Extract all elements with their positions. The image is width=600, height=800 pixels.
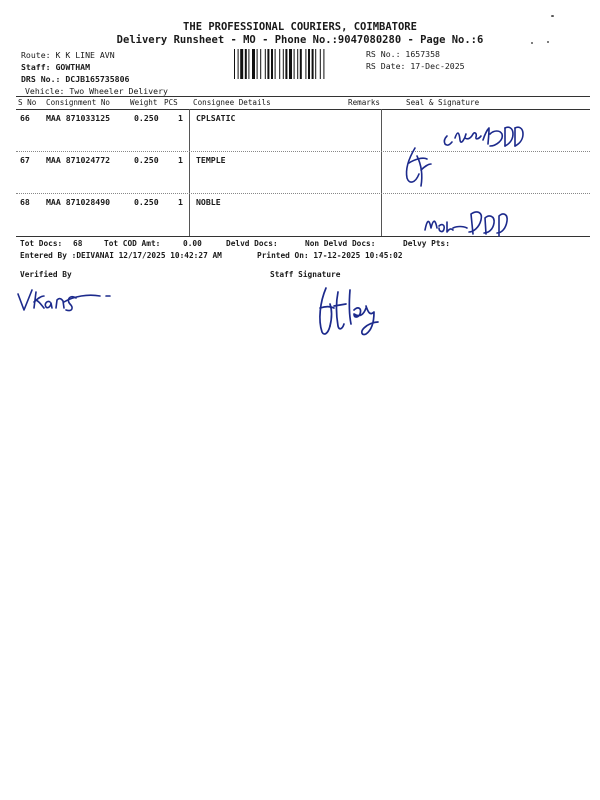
col-header-remarks: Remarks <box>348 98 381 107</box>
row-consignee: TEMPLE <box>196 155 226 165</box>
barcode-bar <box>234 49 235 79</box>
row-sno: 66 <box>20 113 30 123</box>
barcode-bar <box>308 49 310 79</box>
row-consignee: CPLSATIC <box>196 113 236 123</box>
verified-by-label: Verified By <box>20 270 72 279</box>
row-consignment: MAA 871028490 <box>46 197 111 207</box>
row-sno: 67 <box>20 155 30 165</box>
row-pcs: 1 <box>178 155 183 165</box>
row-weight: 0.250 <box>134 113 159 123</box>
col-header-consignee: Consignee Details <box>193 98 271 107</box>
barcode-bar <box>248 49 249 79</box>
barcode-bar <box>252 49 255 79</box>
delvd-docs-label: Delvd Docs: <box>226 239 278 248</box>
barcode-bar <box>267 49 269 79</box>
col-separator <box>189 109 190 236</box>
tot-docs-value: 68 <box>73 239 83 248</box>
col-separator <box>381 109 382 236</box>
col-header-pcs: PCS <box>164 98 178 107</box>
tot-docs-label: Tot Docs: <box>20 239 63 248</box>
barcode-bar <box>294 49 295 79</box>
barcode-image <box>234 49 364 79</box>
scan-speck <box>547 41 549 43</box>
entered-by: Entered By :DEIVANAI 12/17/2025 10:42:27 AM <box>20 251 222 260</box>
table-header-rule <box>16 109 590 110</box>
company-title: THE PROFESSIONAL COURIERS, COIMBATORE <box>183 21 417 33</box>
printed-on: Printed On: 17-12-2025 10:45:02 <box>257 251 403 260</box>
barcode-bar <box>300 49 302 79</box>
scan-speck <box>551 15 554 17</box>
staff-text: Staff: GOWTHAM <box>21 62 91 72</box>
table-top-rule <box>16 96 590 97</box>
staff-signature <box>314 282 404 342</box>
row-pcs: 1 <box>178 197 183 207</box>
barcode-bar <box>240 49 243 79</box>
barcode-bar <box>275 49 276 79</box>
delvy-pts-label: Delvy Pts: <box>403 239 450 248</box>
drs-number: DRS No.: DCJB165735806 <box>21 74 130 84</box>
row-pcs: 1 <box>178 113 183 123</box>
row-weight: 0.250 <box>134 197 159 207</box>
row-consignment: MAA 871033125 <box>46 113 111 123</box>
scan-speck <box>531 42 533 44</box>
barcode-bar <box>305 49 306 79</box>
route-text: Route: K K LINE AVN <box>21 50 115 60</box>
barcode-bar <box>297 49 298 79</box>
verifier-signature <box>14 282 124 314</box>
col-header-weight: Weight <box>130 98 158 107</box>
runsheet-subtitle: Delivery Runsheet - MO - Phone No.:9047080280 - Page No.:6 <box>116 34 484 46</box>
barcode-bar <box>283 49 284 79</box>
staff-signature-label: Staff Signature <box>270 270 341 279</box>
barcode-bar <box>271 49 273 79</box>
barcode-bar <box>265 49 266 79</box>
rs-number: RS No.: 1657358 <box>366 49 440 59</box>
barcode-bar <box>312 49 314 79</box>
barcode-bar <box>279 49 280 79</box>
vehicle-text: Vehicle: Two Wheeler Delivery <box>25 86 168 96</box>
barcode-bar <box>238 49 239 79</box>
tot-cod-value: 0.00 <box>183 239 202 248</box>
rs-date: RS Date: 17-Dec-2025 <box>366 61 465 71</box>
col-header-sno: S No <box>18 98 37 107</box>
barcode-bar <box>323 49 324 79</box>
consignee-signatures <box>395 118 595 253</box>
row-sno: 68 <box>20 197 30 207</box>
col-header-seal: Seal & Signature <box>406 98 480 107</box>
barcode-bar <box>245 49 247 79</box>
barcode-bar <box>289 49 292 79</box>
row-consignee: NOBLE <box>196 197 221 207</box>
non-delvd-docs-label: Non Delvd Docs: <box>305 239 376 248</box>
row-weight: 0.250 <box>134 155 159 165</box>
row-consignment: MAA 871024772 <box>46 155 111 165</box>
barcode-bar <box>315 49 316 79</box>
barcode-bar <box>320 49 321 79</box>
barcode-bar <box>257 49 258 79</box>
tot-cod-label: Tot COD Amt: <box>104 239 161 248</box>
barcode-bar <box>285 49 287 79</box>
col-header-consignment: Consignment No <box>46 98 111 107</box>
barcode-bar <box>260 49 261 79</box>
